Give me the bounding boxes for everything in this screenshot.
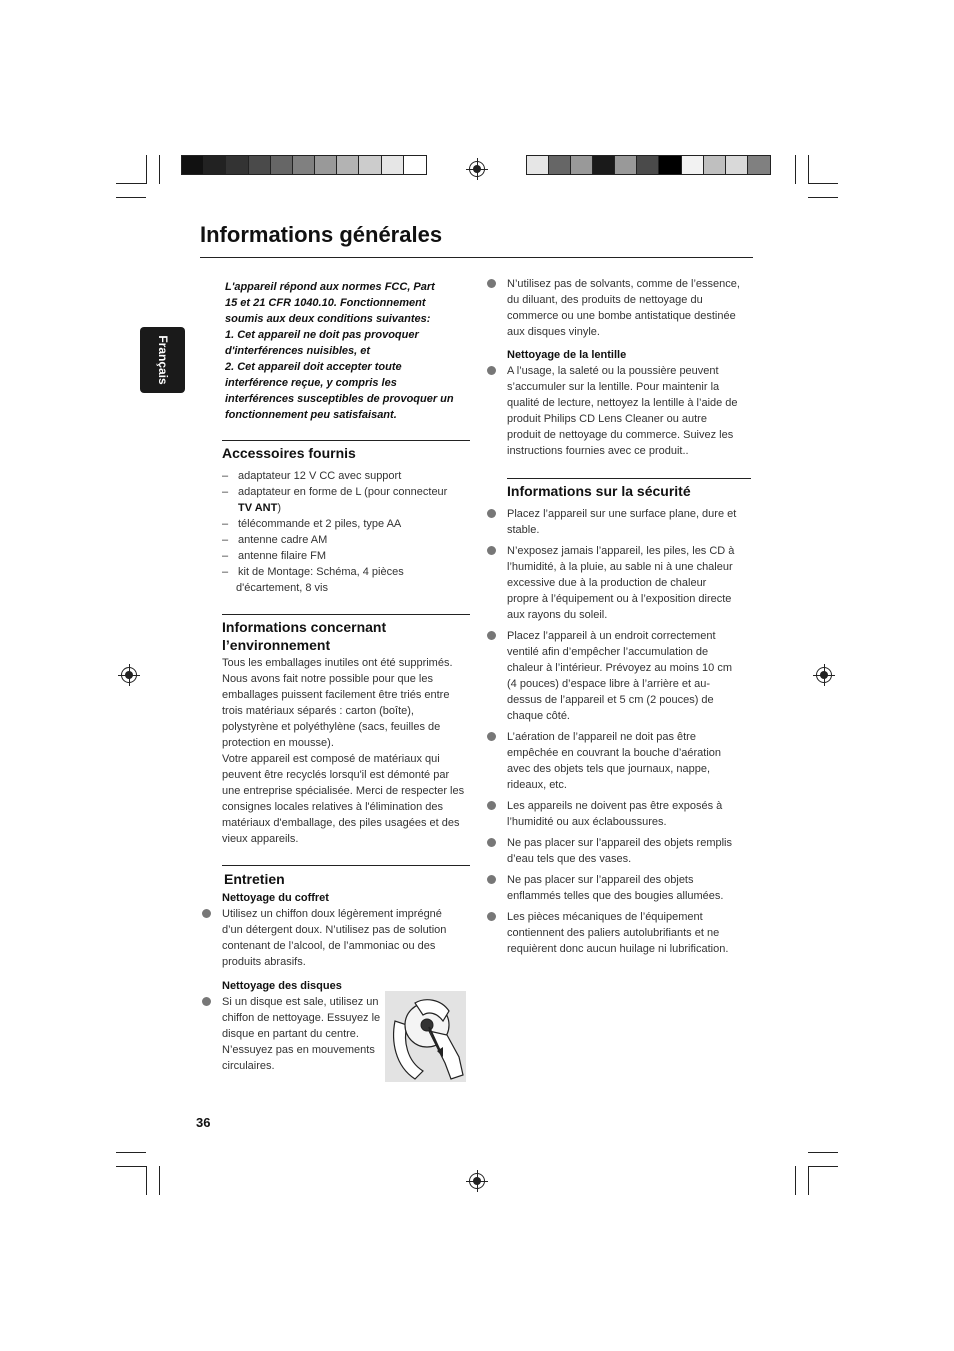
fcc-line: 2. Cet appareil doit accepter toute <box>225 361 402 373</box>
bullet-icon <box>487 279 496 288</box>
bullet-icon <box>487 838 496 847</box>
color-swatch <box>659 156 681 174</box>
bullet-icon <box>487 732 496 741</box>
color-swatch <box>226 156 248 174</box>
color-swatch <box>382 156 404 174</box>
hand-wiping-disc-icon <box>385 991 466 1082</box>
crop-mark <box>795 1166 796 1195</box>
crop-mark <box>116 1166 146 1167</box>
list-item: N’utilisez pas de solvants, comme de l’essence, du diluant, des produits de nettoyage du commerce ou une bombe antistatique destinée aux disques vinyle. <box>507 276 757 340</box>
crop-mark <box>808 1166 809 1195</box>
disc-cleaning-illustration <box>385 991 466 1082</box>
fcc-line: 15 et 21 CFR 1040.10. Fonctionnement <box>225 297 426 309</box>
section-divider <box>222 865 470 866</box>
color-calibration-bar-left <box>181 155 427 175</box>
color-calibration-bar-right <box>526 155 771 175</box>
crop-mark <box>808 183 838 184</box>
list-item: – antenne filaire FM <box>222 550 327 562</box>
right-column <box>507 276 757 957</box>
list-item: TV ANT) <box>238 502 281 514</box>
crop-mark <box>159 1166 160 1195</box>
crop-mark <box>795 155 796 184</box>
registration-mark-icon <box>469 161 485 177</box>
color-swatch <box>527 156 549 174</box>
color-swatch <box>549 156 571 174</box>
section-divider <box>222 614 470 615</box>
color-swatch <box>726 156 748 174</box>
color-swatch <box>637 156 659 174</box>
bullet-icon <box>487 366 496 375</box>
lens-cleaning-title: Nettoyage de la lentille <box>507 349 627 361</box>
fcc-line: fonctionnement peu satisfaisant. <box>225 409 397 421</box>
environment-text: Tous les emballages inutiles ont été supprimés. Nous avons fait notre possible pour que les emballages puissent facilement être triés entre trois matériaux séparés : carton (boîte), polystyrène et polyéthylène (sacs, feuilles de protection en mousse). Votre appareil est composé de matériaux qui peuvent être recyclés lorsqu'il est démonté par une entreprise spécialisée. Merci de respecter les consignes locales relatives à l'élimination des matériaux d'emballage, des piles usagées et des vieux appareils. <box>222 657 465 845</box>
bullet-icon <box>487 631 496 640</box>
crop-mark <box>159 155 160 184</box>
tv-ant-label: TV ANT <box>238 502 278 514</box>
crop-mark <box>146 1166 147 1195</box>
registration-mark-icon <box>816 667 832 683</box>
left-column <box>222 279 472 1074</box>
color-swatch <box>204 156 226 174</box>
crop-mark <box>116 197 146 198</box>
accessories-list <box>222 468 472 596</box>
bullet-icon <box>487 801 496 810</box>
accessories-title: Accessoires fournis <box>222 445 356 461</box>
fcc-line: interférence reçue, y compris les <box>225 377 397 389</box>
bullet-icon <box>487 546 496 555</box>
title-divider <box>200 257 753 258</box>
list-item: Les appareils ne doivent pas être exposés à l’humidité ou aux éclaboussures. <box>507 798 757 830</box>
fcc-line: soumis aux deux conditions suivantes: <box>225 313 431 325</box>
registration-mark-icon <box>469 1173 485 1189</box>
safety-title: Informations sur la sécurité <box>507 483 691 499</box>
list-item: Les pièces mécaniques de l’équipement contiennent des paliers autolubrifiants et ne requièrent donc aucun huilage ni lubrification. <box>507 909 757 957</box>
list-item: – antenne cadre AM <box>222 534 328 546</box>
list-item: Placez l’appareil à un endroit correctement ventilé afin d’empêcher l’accumulation de chaleur à l’intérieur. Prévoyez au moins 10 cm (4 pouces) d’espace libre à l’arrière et au- dessus de l’appareil et 5 cm (2 pouces) de chaque côté. <box>507 628 757 724</box>
list-item: – adaptateur 12 V CC avec support <box>222 470 402 482</box>
cabinet-cleaning-title: Nettoyage du coffret <box>222 892 329 904</box>
list-item: – télécommande et 2 piles, type AA <box>222 518 402 530</box>
color-swatch <box>315 156 337 174</box>
list-item: Ne pas placer sur l’appareil des objets enflammés telles que des bougies allumées. <box>507 872 757 904</box>
color-swatch <box>359 156 381 174</box>
list-item: – adaptateur en forme de L (pour connecteur <box>222 486 448 498</box>
list-item: Utilisez un chiffon doux légèrement imprégné d’un détergent doux. N’utilisez pas de solution contenant de l’alcool, de l’ammoniac ou des produits abrasifs. <box>222 906 472 970</box>
page-number: 36 <box>196 1115 211 1130</box>
crop-mark <box>116 1152 146 1153</box>
list-item: N’exposez jamais l’appareil, les piles, les CD à l’humidité, à la pluie, au sable ni à une chaleur excessive due à la production de chaleur propre à l’équipement ou à l’exposition directe aux rayons du soleil. <box>507 543 757 623</box>
language-tab-label: Français <box>155 335 170 385</box>
color-swatch <box>337 156 359 174</box>
list-item: L’aération de l’appareil ne doit pas être empêchée en couvrant la bouche d’aération avec des objets tels que journaux, nappe, rideaux, etc. <box>507 729 757 793</box>
crop-mark <box>808 1166 838 1167</box>
list-item: Ne pas placer sur l’appareil des objets remplis d’eau tels que des vases. <box>507 835 757 867</box>
safety-list <box>507 506 757 957</box>
environment-title: Informations concernant l’environnement <box>222 619 387 653</box>
color-swatch <box>182 156 204 174</box>
list-item: – kit de Montage: Schéma, 4 pièces <box>222 566 404 578</box>
page-title: Informations générales <box>200 222 443 247</box>
list-item: Si un disque est sale, utilisez un chiffon de nettoyage. Essuyez le disque en partant du centre. N’essuyez pas en mouvements circulaires. <box>222 994 472 1074</box>
color-swatch <box>682 156 704 174</box>
color-swatch <box>615 156 637 174</box>
fcc-line: L'appareil répond aux normes FCC, Part <box>225 281 435 293</box>
registration-mark-icon <box>121 667 137 683</box>
section-divider <box>507 478 751 479</box>
list-item: d'écartement, 8 vis <box>236 582 328 594</box>
color-swatch <box>571 156 593 174</box>
crop-mark <box>808 155 809 184</box>
bullet-icon <box>487 509 496 518</box>
fcc-line: interférences susceptibles de provoquer un <box>225 393 454 405</box>
fcc-line: 1. Cet appareil ne doit pas provoquer <box>225 329 419 341</box>
disc-cleaning-title: Nettoyage des disques <box>222 980 342 992</box>
color-swatch <box>748 156 770 174</box>
color-swatch <box>271 156 293 174</box>
list-item: Placez l’appareil sur une surface plane, dure et stable. <box>507 506 757 538</box>
color-swatch <box>593 156 615 174</box>
fcc-line: d'interférences nuisibles, et <box>225 345 371 357</box>
crop-mark <box>146 155 147 184</box>
list-item: A l’usage, la saleté ou la poussière peuvent s’accumuler sur la lentille. Pour maintenir la qualité de lecture, nettoyez la lentille à l’aide de produit Philips CD Lens Cleaner ou autre produit de nettoyage du commerce. Suivez les instructions fournies avec ce produit.. <box>507 363 757 459</box>
bullet-icon <box>202 909 211 918</box>
crop-mark <box>808 1152 838 1153</box>
color-swatch <box>704 156 726 174</box>
crop-mark <box>116 183 146 184</box>
language-tab <box>140 327 185 393</box>
bullet-icon <box>202 997 211 1006</box>
color-swatch <box>404 156 426 174</box>
bullet-icon <box>487 875 496 884</box>
color-swatch <box>249 156 271 174</box>
maintenance-title: Entretien <box>224 871 285 887</box>
section-divider <box>222 440 470 441</box>
bullet-icon <box>487 912 496 921</box>
crop-mark <box>808 197 838 198</box>
fcc-notice <box>222 279 472 423</box>
color-swatch <box>293 156 315 174</box>
